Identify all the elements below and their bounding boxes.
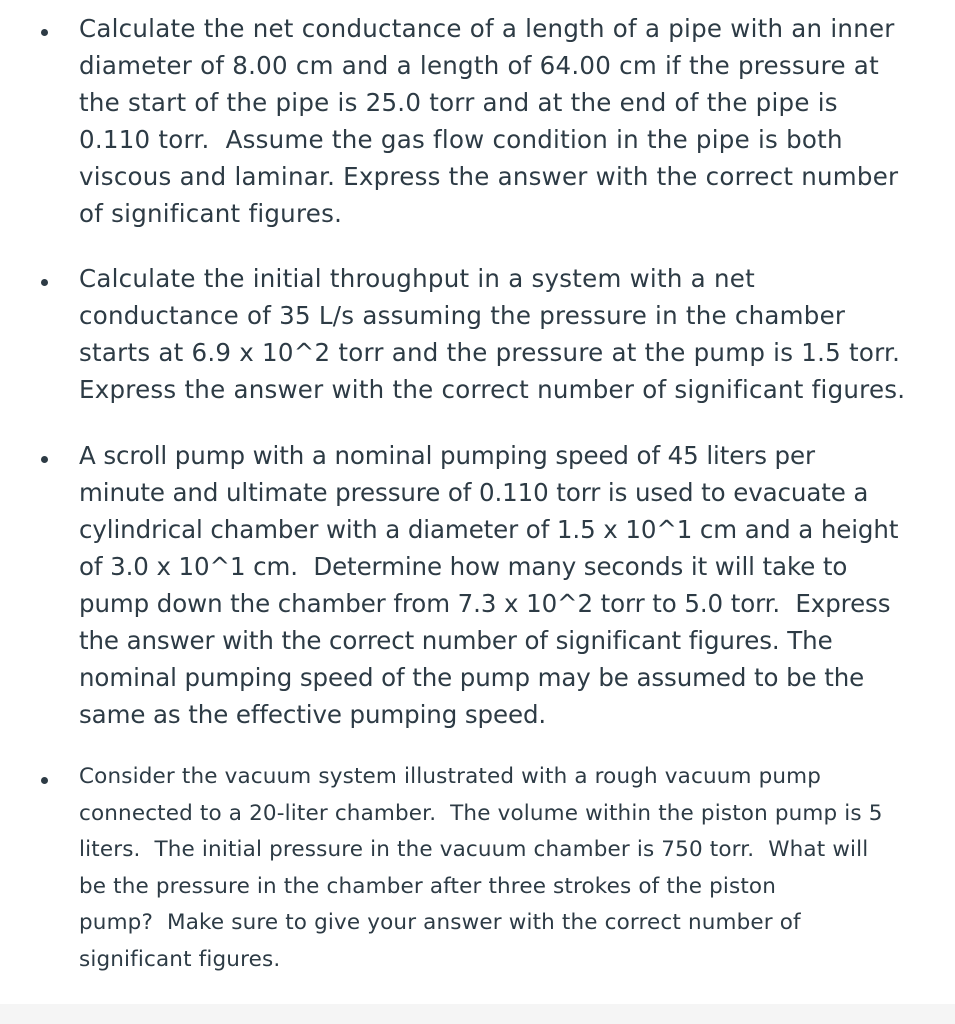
question-text-2: Calculate the initial throughput in a system with a net conductance of 35 L/s assuming the pressure in the chamber starts at 6.9 x 10^2 torr and the pressure at the pump is 1.5 torr. Express the answer with the correct number of significant figures. — [79, 264, 906, 404]
page-bottom-strip — [0, 1004, 955, 1024]
bullet-icon — [41, 777, 48, 784]
bullet-icon — [41, 456, 48, 463]
question-text-3: A scroll pump with a nominal pumping speed of 45 liters per minute and ultimate pressure of 0.110 torr is used to evacuate a cylindrical chamber with a diameter of 1.5 x 10^1 cm and a height of 3.0 x 10^1 cm. Determine how many seconds it will take to pump down the chamber from 7.3 x 10^2 torr to 5.0 torr. Express the answer with the correct number of significant figures. The nominal pumping speed of the pump may be assumed to be the same as the effective pumping speed. — [79, 441, 899, 729]
bullet-icon — [41, 29, 48, 36]
question-text-4: Consider the vacuum system illustrated with a rough vacuum pump connected to a 20-liter chamber. The volume within the piston pump is 5 liters. The initial pressure in the vacuum chamber is 750 torr. What will be the pressure in the chamber after three strokes of the piston pump? Make sure to give your answer with the correct number of significant figures. — [79, 764, 883, 972]
question-text-1: Calculate the net conductance of a length of a pipe with an inner diameter of 8.00 cm and a length of 64.00 cm if the pressure at the start of the pipe is 25.0 torr and at the end of the pipe is 0.110 torr. Assume the gas flow condition in the pipe is both viscous and laminar. Express the answer with the correct number of significant figures. — [79, 14, 899, 228]
bullet-icon — [41, 279, 48, 286]
